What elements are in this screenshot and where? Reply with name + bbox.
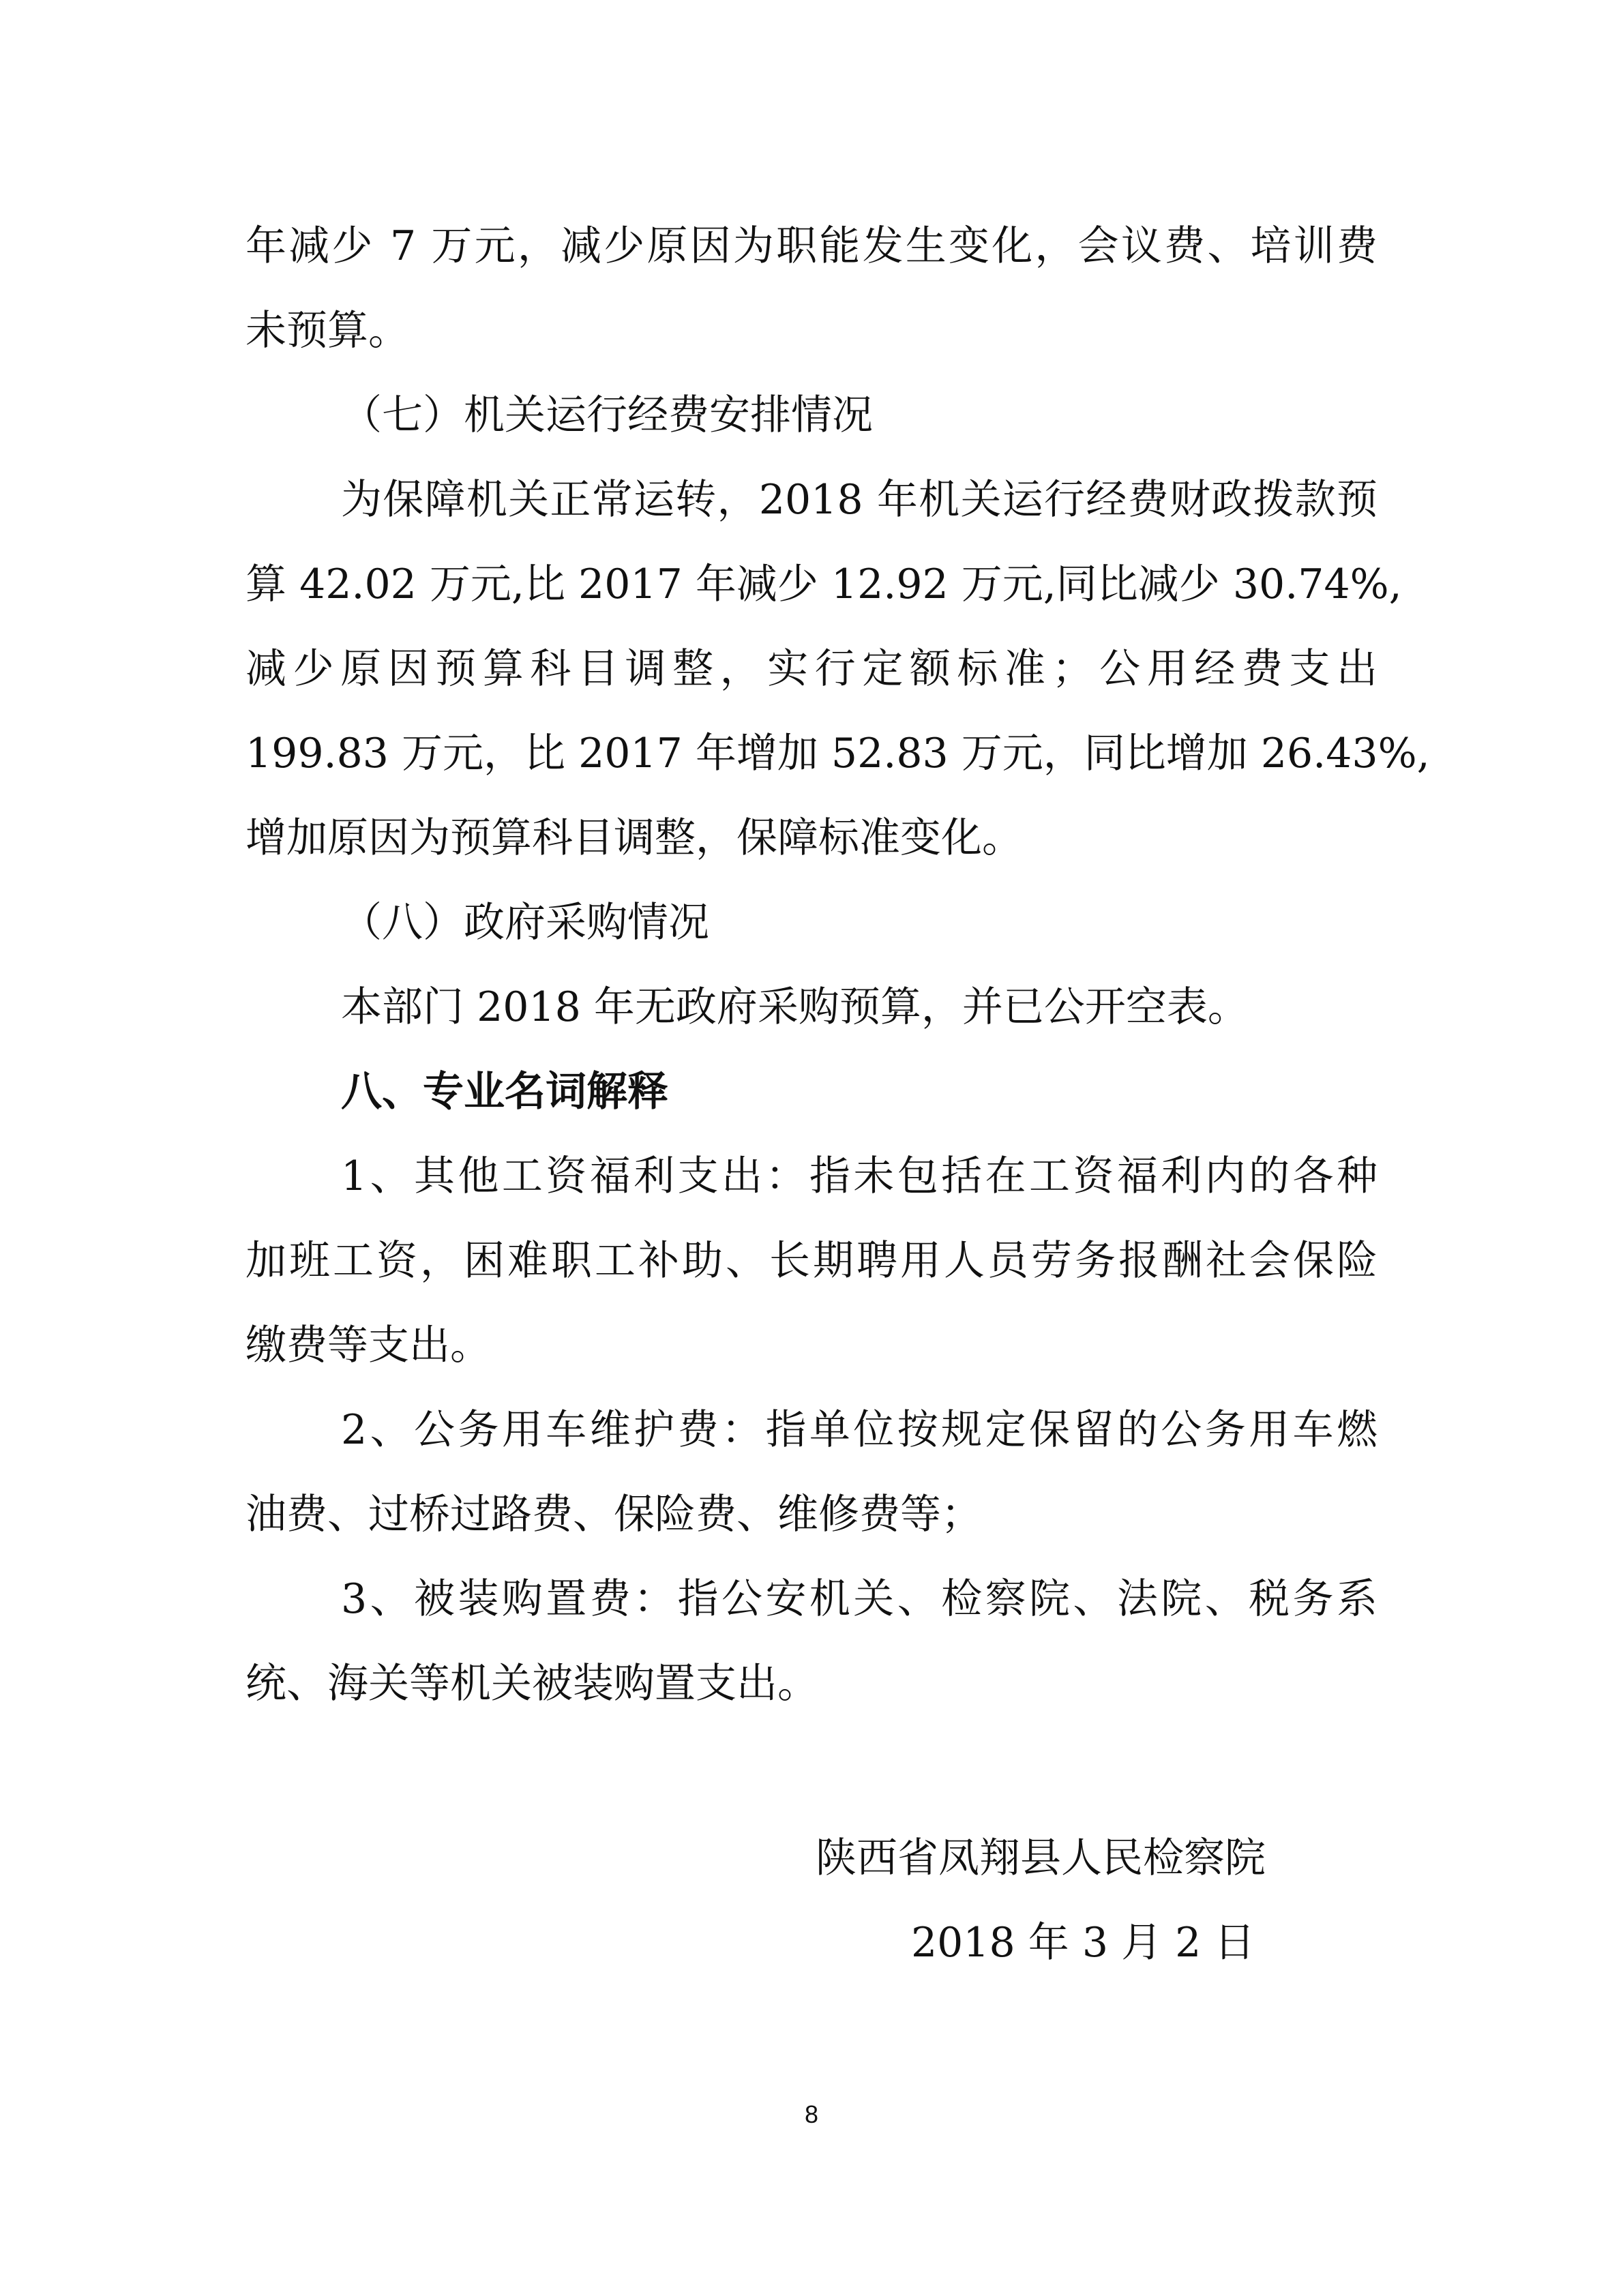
body-text-line: 年减少 7 万元，减少原因为职能发生变化，会议费、培训费 xyxy=(245,222,1378,270)
body-text-line: 199.83 万元，比 2017 年增加 52.83 万元，同比增加 26.43%, xyxy=(245,730,1430,777)
body-text-line: 为保障机关正常运转，2018 年机关运行经费财政拨款预 xyxy=(341,476,1378,524)
signature-organization: 陕西省凤翔县人民检察院 xyxy=(816,1834,1266,1882)
body-text-line: 统、海关等机关被装购置支出。 xyxy=(245,1660,818,1708)
section-heading: （八）政府采购情况 xyxy=(341,899,709,946)
definition-item: 3、被装购置费：指公安机关、检察院、法院、税务系 xyxy=(341,1575,1378,1623)
definition-item: 2、公务用车维护费：指单位按规定保留的公务用车燃 xyxy=(341,1406,1378,1454)
chapter-heading: 八、专业名词解释 xyxy=(341,1068,668,1116)
body-text-line: 减少原因预算科目调整，实行定额标准；公用经费支出 xyxy=(245,645,1378,693)
body-text-line: 缴费等支出。 xyxy=(245,1322,491,1369)
signature-date: 2018 年 3 月 2 日 xyxy=(911,1919,1255,1967)
page-number: 8 xyxy=(804,2100,819,2128)
definition-item: 1、其他工资福利支出：指未包括在工资福利内的各种 xyxy=(341,1152,1378,1200)
body-text-line: 未预算。 xyxy=(245,307,409,355)
body-text-line: 本部门 2018 年无政府采购预算，并已公开空表。 xyxy=(341,983,1249,1031)
body-text-line: 增加原因为预算科目调整，保障标准变化。 xyxy=(245,814,1023,862)
body-text-line: 油费、过桥过路费、保险费、维修费等； xyxy=(245,1491,982,1538)
body-text-line: 加班工资，困难职工补助、长期聘用人员劳务报酬社会保险 xyxy=(245,1237,1378,1285)
section-heading: （七）机关运行经费安排情况 xyxy=(341,391,873,439)
body-text-line: 算 42.02 万元,比 2017 年减少 12.92 万元,同比减少 30.74%, xyxy=(245,561,1402,608)
